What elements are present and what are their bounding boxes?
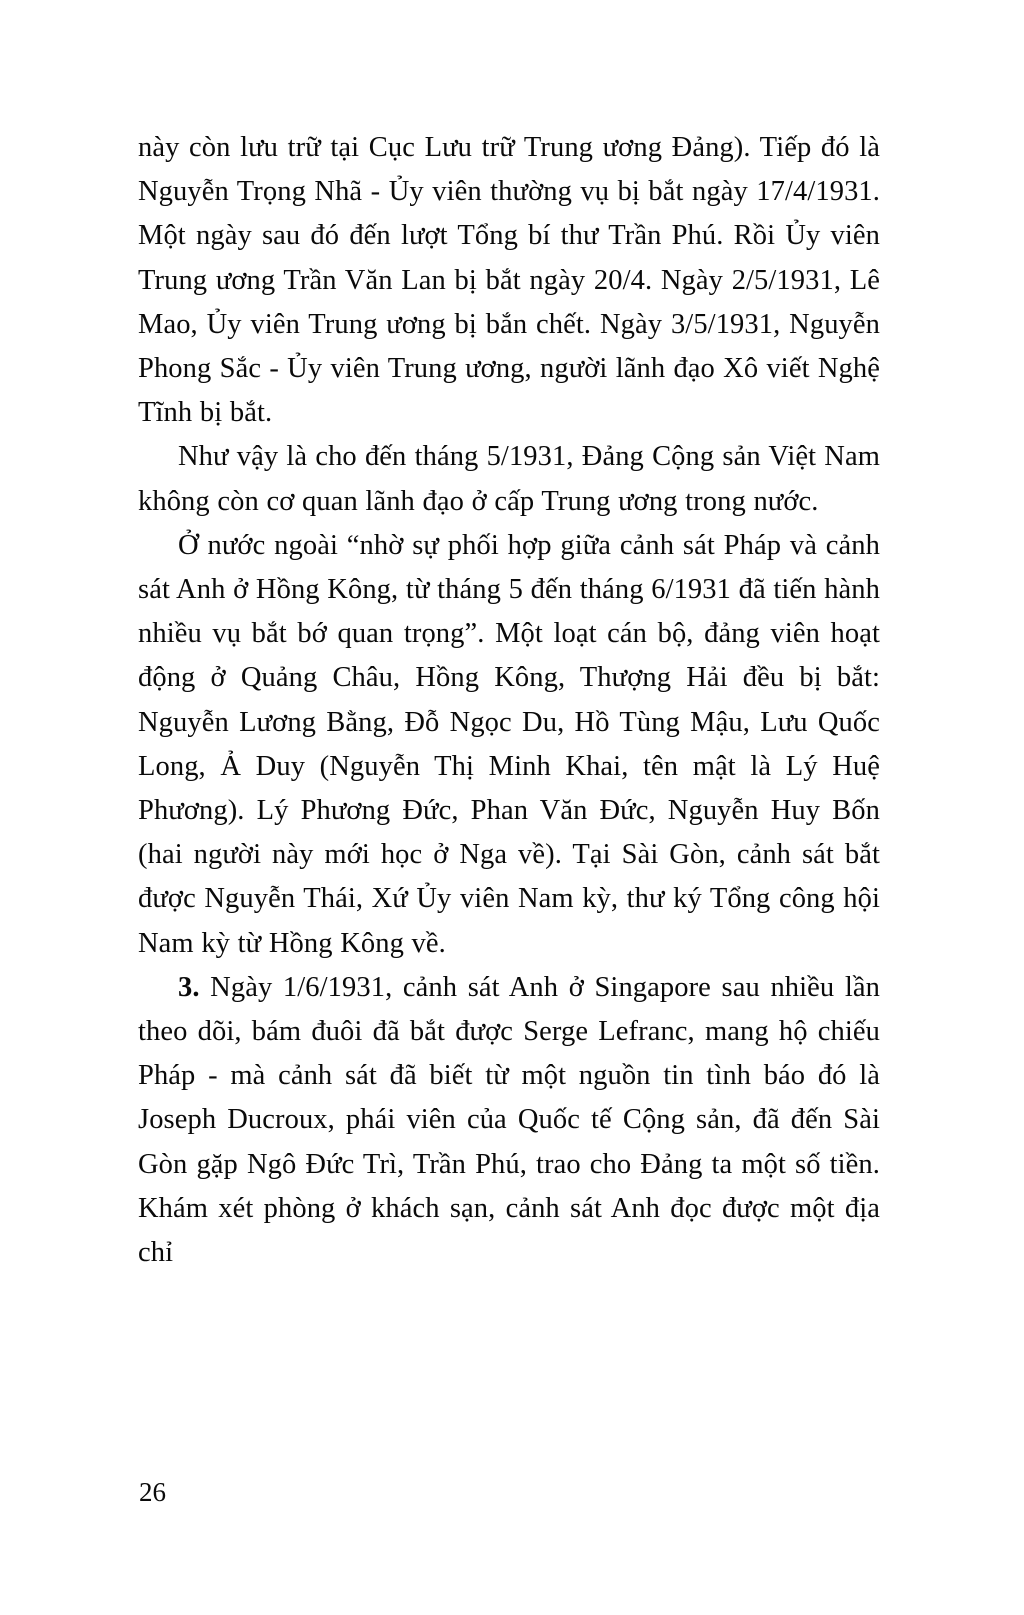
paragraph-number-marker: 3.	[178, 971, 200, 1003]
paragraph-continuation: này còn lưu trữ tại Cục Lưu trữ Trung ương Đảng). Tiếp đó là Nguyễn Trọng Nhã - Ủy viên thường vụ bị bắt ngày 17/4/1931. Một ngày sau đó đến lượt Tổng bí thư Trần Phú. Rồi Ủy viên Trung ương Trần Văn Lan bị bắt ngày 20/4. Ngày 2/5/1931, Lê Mao, Ủy viên Trung ương bị bắn chết. Ngày 3/5/1931, Nguyễn Phong Sắc - Ủy viên Trung ương, người lãnh đạo Xô viết Nghệ Tĩnh bị bắt.	[138, 132, 880, 429]
paragraph-numbered-3-text: Ngày 1/6/1931, cảnh sát Anh ở Singapore sau nhiều lần theo dõi, bám đuôi đã bắt được Serge Lefranc, mang hộ chiếu Pháp - mà cảnh sát đã biết từ một nguồn tin tình báo đó là Joseph Ducroux, phái viên của Quốc tế Cộng sản, đã đến Sài Gòn gặp Ngô Đức Trì, Trần Phú, trao cho Đảng ta một số tiền. Khám xét phòng ở khách sạn, cảnh sát Anh đọc được một địa chỉ	[138, 971, 880, 1269]
page-body-text	[138, 126, 880, 1275]
paragraph-numbered-3	[138, 966, 880, 1275]
paragraph-central-leadership: Như vậy là cho đến tháng 5/1931, Đảng Cộng sản Việt Nam không còn cơ quan lãnh đạo ở cấp Trung ương trong nước.	[138, 441, 880, 517]
page-number: 26	[139, 1477, 166, 1507]
paragraph-overseas-arrests: Ở nước ngoài “nhờ sự phối hợp giữa cảnh sát Pháp và cảnh sát Anh ở Hồng Kông, từ tháng 5 đến tháng 6/1931 đã tiến hành nhiều vụ bắt bớ quan trọng”. Một loạt cán bộ, đảng viên hoạt động ở Quảng Châu, Hồng Kông, Thượng Hải đều bị bắt: Nguyễn Lương Bằng, Đỗ Ngọc Du, Hồ Tùng Mậu, Lưu Quốc Long, Ả Duy (Nguyễn Thị Minh Khai, tên mật là Lý Huệ Phương). Lý Phương Đức, Phan Văn Đức, Nguyễn Huy Bốn (hai người này mới học ở Nga về). Tại Sài Gòn, cảnh sát bắt được Nguyễn Thái, Xứ Ủy viên Nam kỳ, thư ký Tổng công hội Nam kỳ từ Hồng Kông về.	[138, 529, 880, 959]
